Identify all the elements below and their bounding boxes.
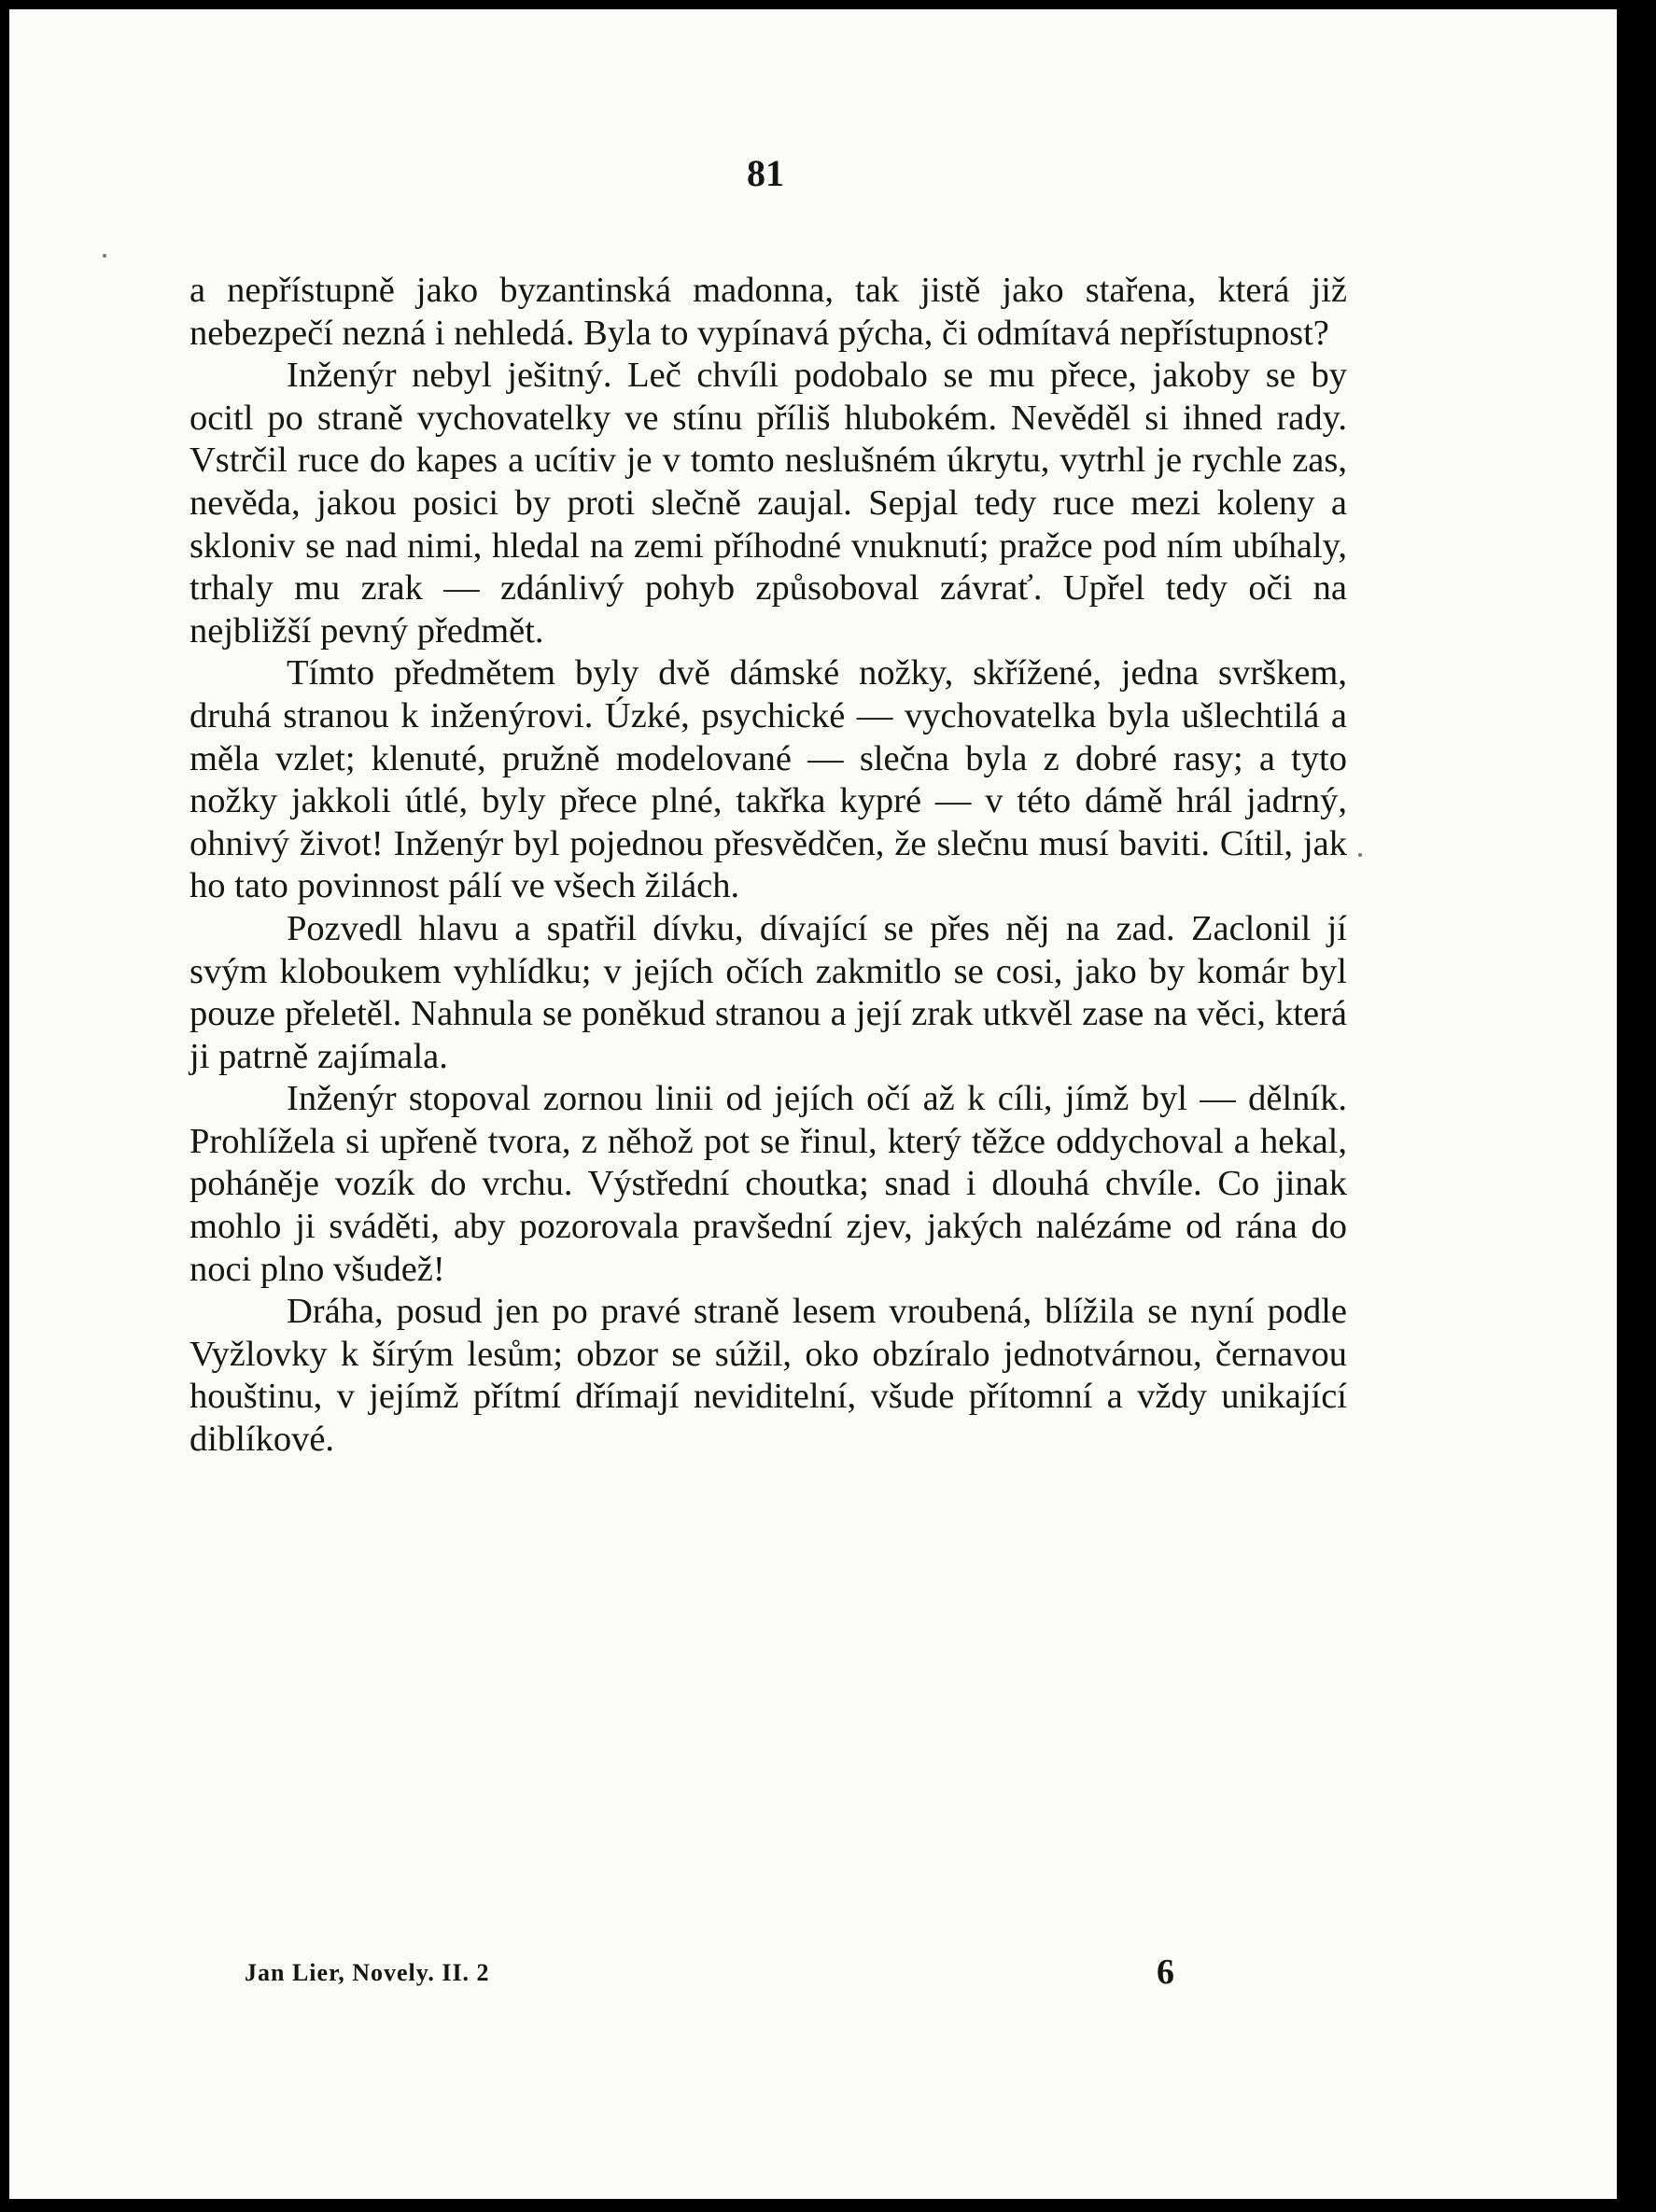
page-footer	[245, 1946, 1178, 1993]
paragraph-1: a nepřístupně jako byzantinská madonna, tak jistě jako stařena, která již nebezpečí nezná i nehledá. Byla to vypínavá pýcha, či odmítavá nepřístupnost?	[189, 271, 1347, 353]
paragraph-3: Tímto předmětem byly dvě dámské nožky, skřížené, jedna svrškem, druhá stranou k inženýrovi. Úzké, psychické — vychovatelka byla ušlechtilá a měla vzlet; klenuté, pružně modelované — slečna byla z dobré rasy; a tyto nožky jakkoli útlé, byly přece plné, takřka kypré — v této dámě hrál jadrný, ohnivý život! Inženýr byl pojednou přesvědčen, že slečnu musí baviti. Cítil, jak ho tato povinnost pálí ve všech žilách.	[189, 653, 1347, 906]
scan-edge-right	[1626, 0, 1656, 2212]
page-number: 81	[747, 152, 784, 194]
footer-signature: Jan Lier, Novely. II. 2	[245, 1959, 490, 1986]
paragraph-4: Pozvedl hlavu a spatřil dívku, dívající se přes něj na zad. Zaclonil jí svým kloboukem vyhlídku; v jejích očích zakmitlo se cosi, jako by komár byl pouze přeletěl. Nahnula se poněkud stranou a její zrak utkvěl zase na věci, která ji patrně zajímala.	[189, 908, 1347, 1076]
body-text	[189, 270, 1347, 1462]
sheet-number: 6	[1157, 1953, 1174, 1992]
book-page	[9, 9, 1617, 2199]
paper-speck	[1358, 853, 1362, 857]
paragraph-6: Dráha, posud jen po pravé straně lesem vroubená, blížila se nyní podle Vyžlovky k šírým lesům; obzor se súžil, oko obzíralo jednotvárnou, černavou houštinu, v jejímž přítmí dřímají neviditelní, všude přítomní a vždy unikající diblíkové.	[189, 1292, 1347, 1460]
paper-speck	[103, 254, 106, 258]
scan-edge-bottom	[0, 2199, 1656, 2212]
paragraph-2: Inženýr nebyl ješitný. Leč chvíli podobalo se mu přece, jakoby se by ocitl po straně vychovatelky ve stínu příliš hlubokém. Nevěděl si ihned rady. Vstrčil ruce do kapes a ucítiv je v tomto neslušném úkrytu, vytrhl je rychle zas, nevěda, jakou posici by proti slečně zaujal. Sepjal tedy ruce mezi koleny a skloniv se nad nimi, hledal na zemi příhodné vnuknutí; pražce pod ním ubíhaly, trhaly mu zrak — zdánlivý pohyb způsoboval závrať. Upřel tedy oči na nejbližší pevný předmět.	[189, 356, 1347, 651]
paragraph-5: Inženýr stopoval zornou linii od jejích očí až k cíli, jímž byl — dělník. Prohlížela si upřeně tvora, z něhož pot se řinul, který těžce oddychoval a hekal, poháněje vozík do vrchu. Výstřední choutka; snad i dlouhá chvíle. Co jinak mohlo ji sváděti, aby pozorovala pravšední zjev, jakých nalézáme od rána do noci plno všudež!	[189, 1079, 1347, 1289]
